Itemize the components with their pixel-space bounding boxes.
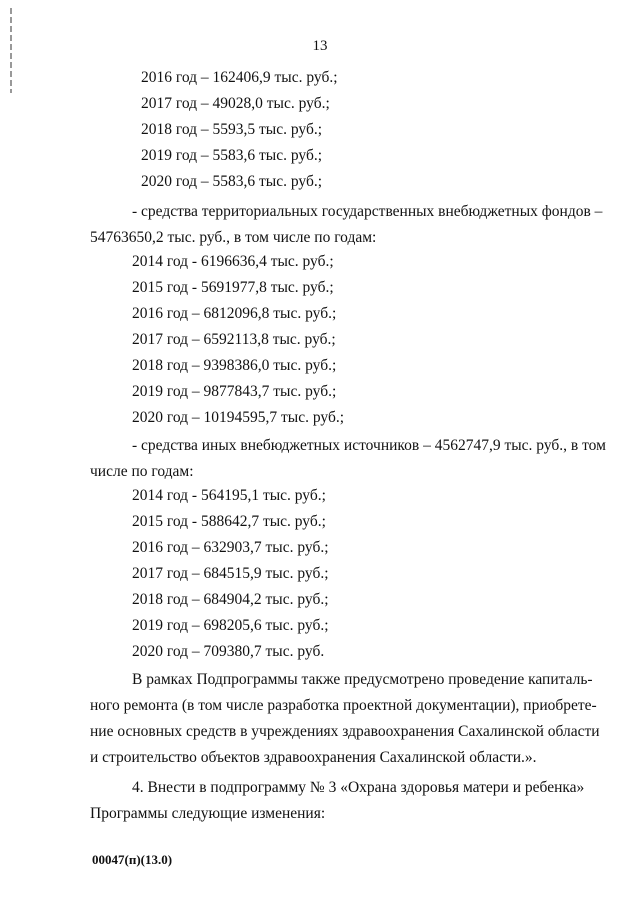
- text-line: 2017 год – 684515,9 тыс. руб.;: [132, 565, 329, 582]
- text-line: 2018 год – 9398386,0 тыс. руб.;: [132, 357, 337, 374]
- text-line: 2018 год – 684904,2 тыс. руб.;: [132, 591, 329, 608]
- text-line: 2020 год – 10194595,7 тыс. руб.;: [132, 409, 345, 426]
- text-line: 54763650,2 тыс. руб., в том числе по годам:: [90, 229, 377, 246]
- text-line: 4. Внести в подпрограмму № 3 «Охрана здоровья матери и ребенка»: [132, 779, 585, 796]
- text-line: 2019 год – 5583,6 тыс. руб.;: [141, 147, 323, 164]
- page-number: 13: [312, 38, 328, 54]
- text-line: ного ремонта (в том числе разработка проектной документации), приобрете-: [90, 697, 597, 714]
- text-line: В рамках Подпрограммы также предусмотрено проведение капиталь-: [132, 671, 593, 688]
- text-line: 2017 год – 6592113,8 тыс. руб.;: [132, 331, 336, 348]
- text-line: 2014 год - 6196636,4 тыс. руб.;: [132, 253, 334, 270]
- text-line: 2017 год – 49028,0 тыс. руб.;: [141, 95, 330, 112]
- text-line: числе по годам:: [90, 463, 194, 480]
- text-line: 2020 год – 709380,7 тыс. руб.: [132, 643, 325, 660]
- text-line: 2016 год – 162406,9 тыс. руб.;: [141, 69, 338, 86]
- text-line: и строительство объектов здравоохранения Сахалинской области.».: [90, 749, 537, 766]
- text-line: 2014 год - 564195,1 тыс. руб.;: [132, 487, 326, 504]
- text-line: 2016 год – 632903,7 тыс. руб.;: [132, 539, 329, 556]
- text-line: - средства территориальных государственных внебюджетных фондов –: [132, 203, 603, 220]
- text-line: 2016 год – 6812096,8 тыс. руб.;: [132, 305, 337, 322]
- text-line: 2019 год – 698205,6 тыс. руб.;: [132, 617, 329, 634]
- text-line: 2015 год - 5691977,8 тыс. руб.;: [132, 279, 334, 296]
- text-line: 2020 год – 5583,6 тыс. руб.;: [141, 173, 323, 190]
- text-line: - средства иных внебюджетных источников – 4562747,9 тыс. руб., в том: [132, 437, 606, 454]
- text-line: ние основных средств в учреждениях здравоохранения Сахалинской области: [90, 723, 600, 740]
- text-line: 2019 год – 9877843,7 тыс. руб.;: [132, 383, 337, 400]
- text-line: 2018 год – 5593,5 тыс. руб.;: [141, 121, 323, 138]
- text-line: Программы следующие изменения:: [90, 805, 326, 822]
- text-line: 2015 год - 588642,7 тыс. руб.;: [132, 513, 326, 530]
- document-code: 00047(п)(13.0): [92, 852, 173, 867]
